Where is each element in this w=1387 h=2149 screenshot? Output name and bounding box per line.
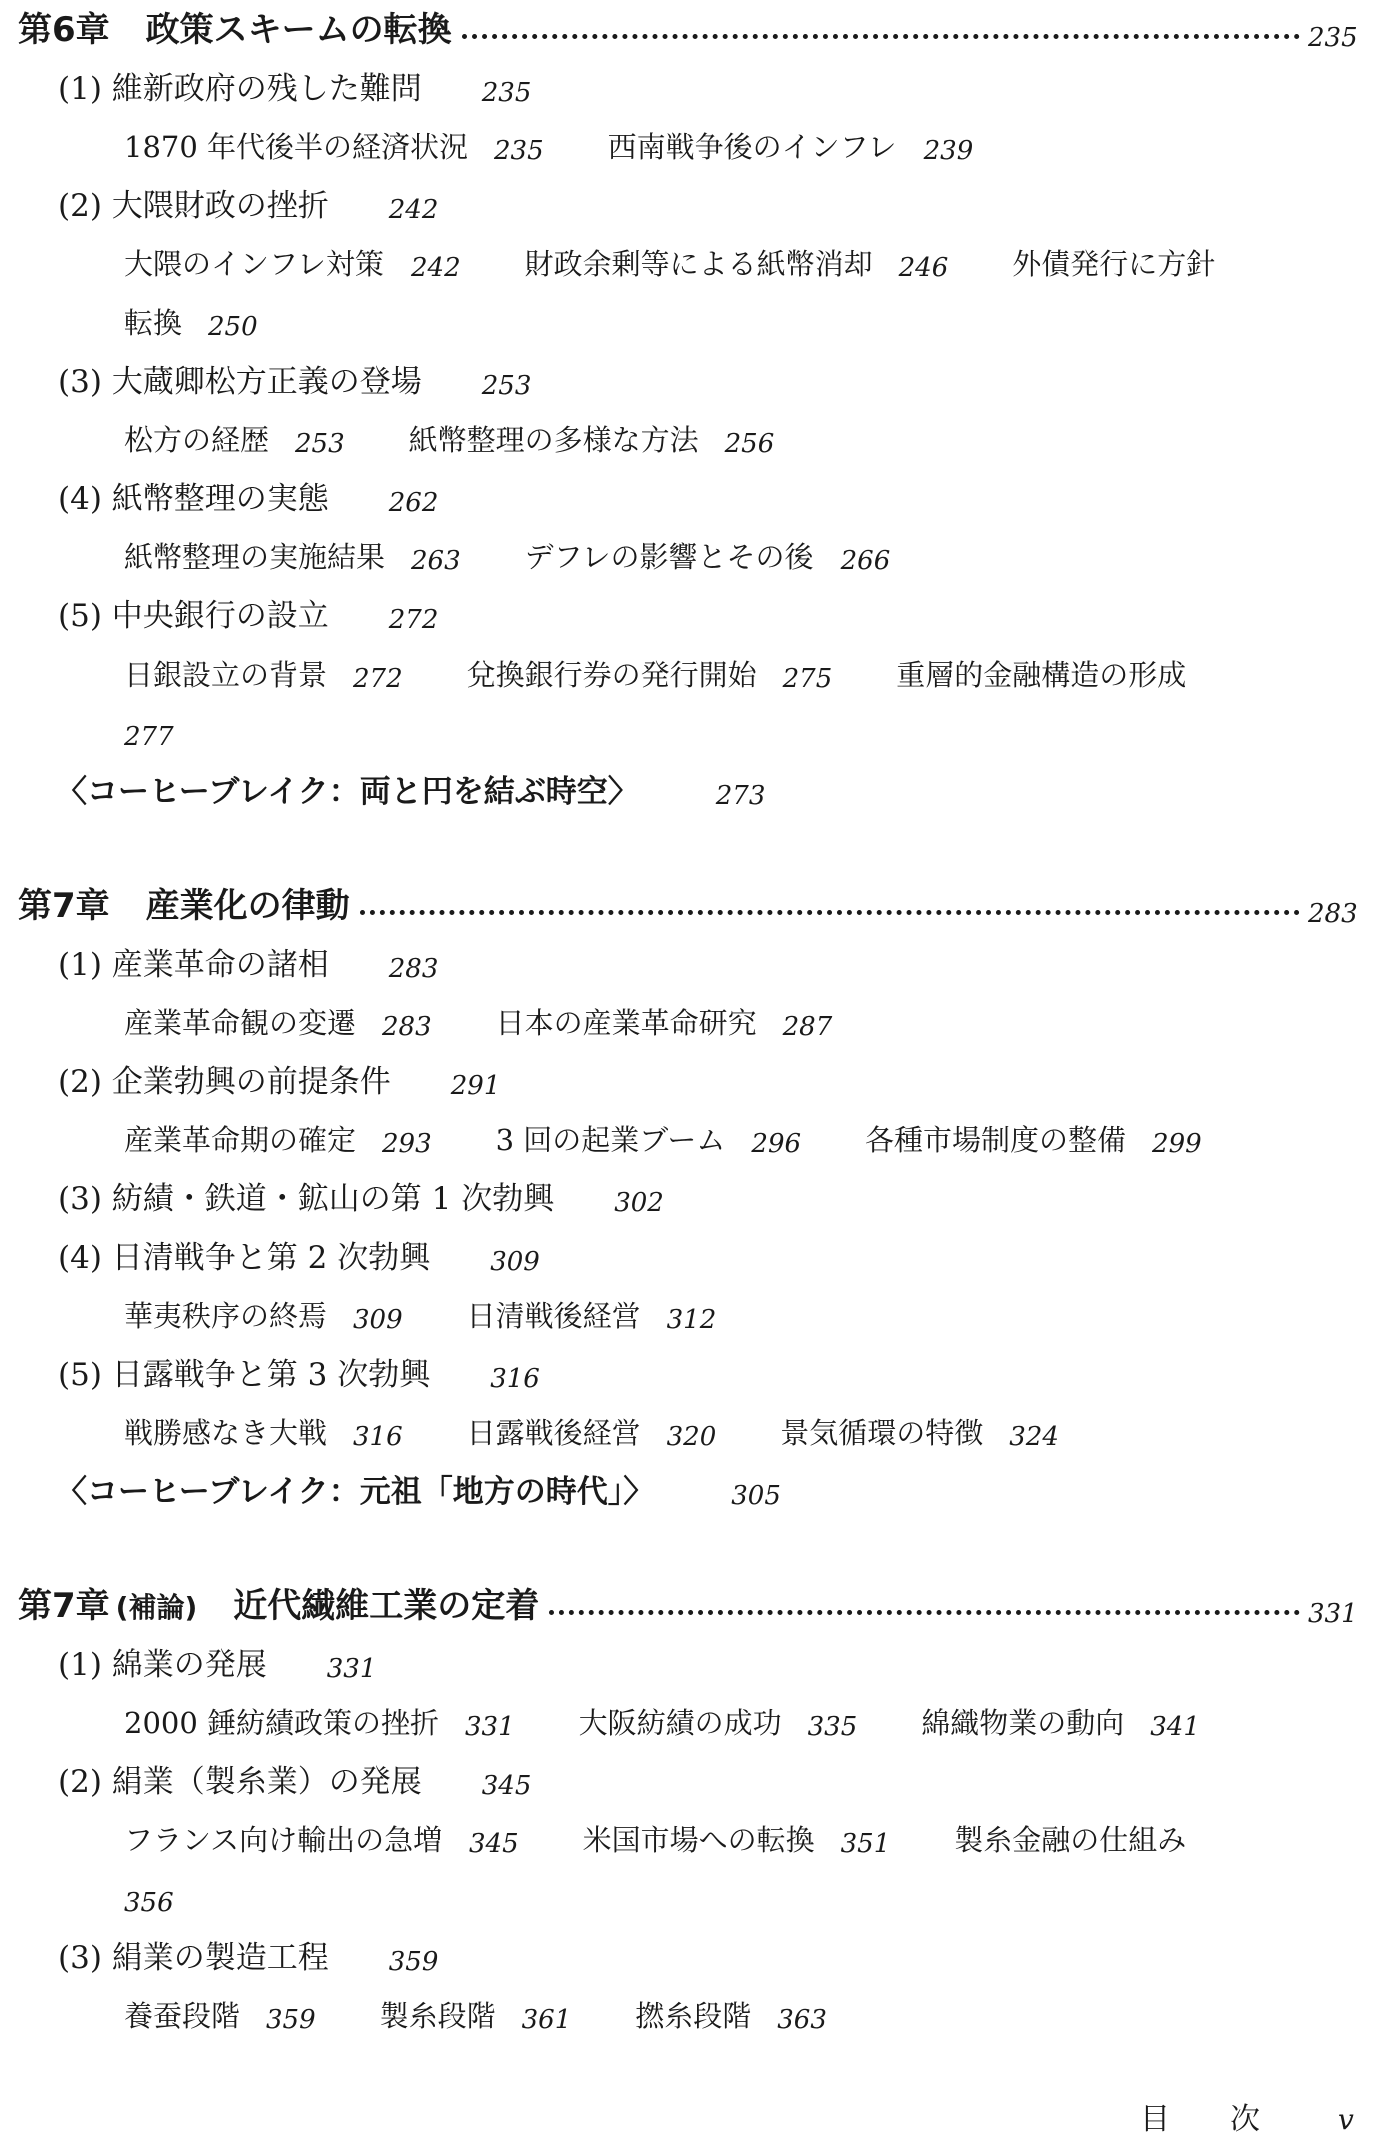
subsection-page: 296 [751,1129,802,1160]
subsection-page: 363 [777,2005,827,2036]
subsection-title: 産業革命観の変遷 [124,1006,357,1041]
section-title: (3) 絹業の製造工程 [58,1939,329,1976]
subsection-title: 日銀設立の背景 [124,657,328,692]
subsection-page: 320 [666,1422,717,1453]
section-page: 291 [450,1070,501,1101]
subsection-page: 299 [1152,1129,1202,1160]
chapter-label: 第 [18,886,52,926]
chapter-title: 近代繊維工業の定着 [233,1586,540,1626]
subsection-title: 戦勝感なき大戦 [124,1416,328,1451]
subsection-page: 359 [266,2005,316,2036]
chapter-number: 7 [52,1586,76,1626]
subsection-title: 産業革命期の確定 [124,1123,357,1158]
subsection-page: 277 [124,722,174,753]
section-title: (4) 日清戦争と第 2 次勃興 [58,1239,431,1276]
subsection-page: 316 [353,1422,403,1453]
section-title: (1) 産業革命の諸相 [58,946,329,983]
subsection-page: 266 [840,546,891,577]
section-title: (2) 大隈財政の挫折 [58,187,329,224]
subsection-page: 263 [411,546,461,577]
subsection-page: 293 [382,1129,432,1160]
section-title: (5) 中央銀行の設立 [58,598,329,634]
section-page: 309 [490,1246,540,1277]
subsection-title: 外債発行に方針 [1012,247,1216,282]
coffee-break-page: 273 [715,780,766,811]
subsection-title: フランス向け輸出の急増 [124,1823,443,1858]
chapter-page: 283 [1308,899,1358,929]
subsection-page: 275 [782,663,833,694]
coffee-break-page: 305 [731,1481,781,1511]
chapter-heading [18,8,452,52]
section-page: 253 [481,370,532,401]
chapter-number: 7 [52,886,76,926]
section-title: (3) 大蔵卿松方正義の登場 [58,363,422,400]
subsection-title: 兌換銀行券の発行開始 [466,657,757,692]
coffee-break-title: 〈コーヒーブレイク：両と円を結ぶ時空〉 [56,773,639,810]
subsection-page: 324 [1009,1422,1059,1453]
section-title: (2) 企業勃興の前提条件 [58,1063,391,1100]
chapter-number: 6 [52,10,76,50]
section-page: 242 [388,194,439,225]
chapter-heading [18,1584,539,1630]
subsection-page: 283 [382,1012,432,1043]
chapter-heading [18,884,350,928]
dot-leader [360,910,1300,915]
subsection-title: デフレの影響とその後 [524,540,814,575]
running-head: 目次 [1140,2102,1320,2137]
subsection-title: 綿織物業の動向 [921,1706,1125,1741]
section-title: (1) 維新政府の残した難問 [58,70,422,107]
subsection-page: 312 [666,1305,717,1336]
subsection-page: 309 [353,1305,403,1336]
subsection-title: 2000 錘紡績政策の挫折 [124,1706,440,1741]
subsection-page: 356 [124,1888,174,1918]
subsection-title: 養蚕段階 [124,1999,241,2034]
coffee-break-title: 〈コーヒーブレイク：元祖「地方の時代」〉 [56,1474,655,1510]
subsection-page: 351 [840,1829,891,1860]
subsection-page: 246 [898,253,949,284]
section-title: (4) 紙幣整理の実態 [58,480,329,517]
subsection-page: 331 [465,1712,515,1743]
subsection-page: 253 [295,429,345,460]
subsection-title: 各種市場制度の整備 [865,1123,1127,1158]
subsection-title: 3 回の起業ブーム [495,1123,726,1158]
subsection-title: 製糸金融の仕組み [954,1823,1187,1858]
subsection-title: 米国市場への転換 [582,1823,815,1858]
subsection-page: 250 [208,312,258,342]
subsection-title: 日清戦後経営 [466,1299,641,1334]
section-title: (3) 紡績・鉄道・鉱山の第 1 次勃興 [58,1181,555,1217]
subsection-page: 239 [923,136,974,167]
section-title: (5) 日露戦争と第 3 次勃興 [58,1356,431,1393]
chapter-suffix: 章 [75,886,110,926]
subsection-title: 松方の経歴 [124,423,270,458]
subsection-title: 日本の産業革命研究 [495,1006,757,1041]
section-page: 283 [388,953,439,984]
chapter-suffix: 章 [75,1586,110,1626]
section-title: (2) 絹業（製糸業）の発展 [58,1763,422,1800]
subsection-title: 転換 [124,306,183,340]
section-page: 359 [388,1946,439,1977]
subsection-page: 361 [521,2005,572,2036]
subsection-title: 1870 年代後半の経済状況 [124,130,469,165]
page-folio: v [1338,2103,1354,2136]
chapter-suffix: 章 [75,10,110,50]
subsection-title: 撚糸段階 [635,1999,752,2034]
subsection-title: 大隈のインフレ対策 [124,247,384,282]
subsection-title: 大阪紡績の成功 [578,1706,782,1741]
chapter-supplement: (補論) [115,1591,198,1624]
subsection-title: 景気循環の特徴 [780,1416,984,1451]
subsection-page: 335 [807,1712,858,1743]
chapter-page: 331 [1308,1599,1358,1629]
section-page: 345 [481,1770,532,1801]
section-page: 262 [388,487,439,518]
section-page: 302 [614,1188,664,1218]
subsection-title: 西南戦争後のインフレ [607,130,897,165]
subsection-page: 345 [469,1829,519,1860]
section-page: 272 [388,605,439,635]
subsection-page: 256 [724,429,775,460]
subsection-title: 華夷秩序の終焉 [124,1299,328,1334]
dot-leader [462,34,1300,39]
subsection-title: 日露戦後経営 [466,1416,641,1451]
subsection-title: 製糸段階 [379,1999,496,2034]
section-page: 316 [490,1363,540,1394]
chapter-title: 産業化の律動 [145,886,350,926]
subsection-page: 235 [494,136,544,167]
subsection-page: 272 [353,663,403,694]
section-page: 235 [481,77,532,108]
subsection-page: 341 [1150,1712,1200,1743]
section-title: (1) 綿業の発展 [58,1646,267,1683]
chapter-label: 第 [18,1586,52,1626]
chapter-title: 政策スキームの転換 [145,10,452,50]
subsection-title: 財政余剰等による紙幣消却 [524,247,873,282]
dot-leader [549,1610,1300,1615]
chapter-label: 第 [18,10,52,50]
subsection-title: 紙幣整理の実施結果 [124,540,386,575]
subsection-page: 287 [782,1012,833,1043]
subsection-title: 重層的金融構造の形成 [896,657,1187,692]
section-page: 331 [326,1653,377,1684]
subsection-title: 紙幣整理の多様な方法 [408,423,699,458]
subsection-page: 242 [411,253,461,284]
chapter-page: 235 [1308,23,1358,53]
